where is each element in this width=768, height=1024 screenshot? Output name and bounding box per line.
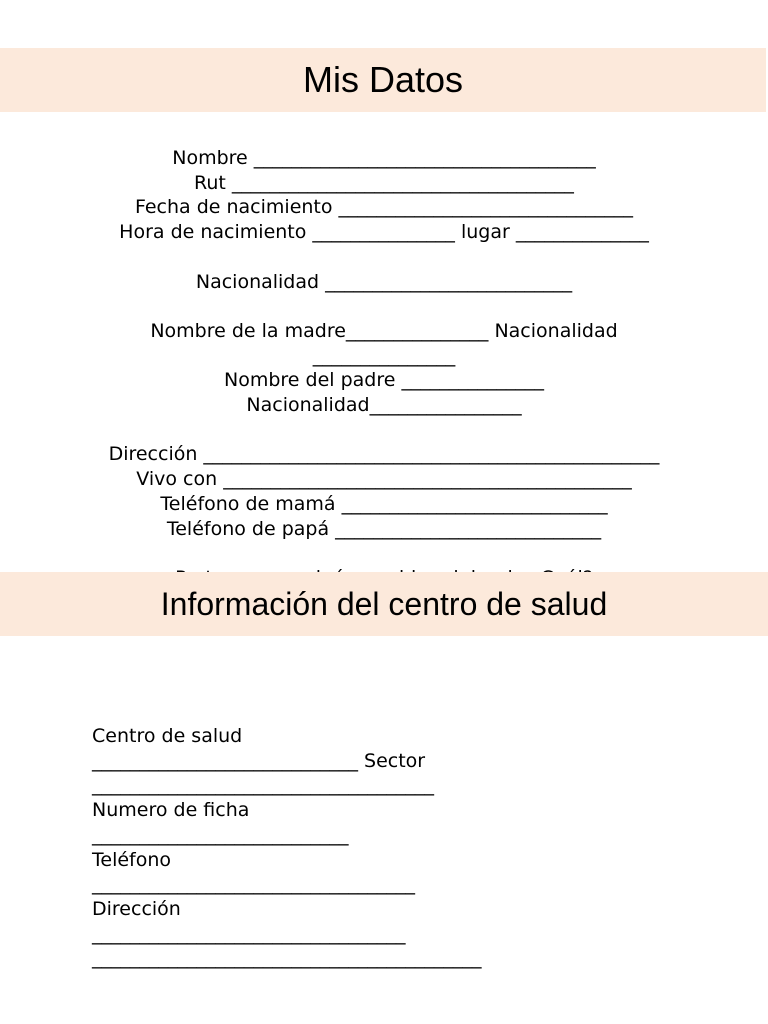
field-direccion-line-1: _________________________________: [92, 922, 406, 945]
label-numero-ficha: Numero de ficha: [92, 799, 250, 822]
field-telefono-mama: Teléfono de mamá ____________________________: [160, 492, 608, 515]
field-vivo-con: Vivo con ___________________________________________: [136, 468, 632, 491]
label-centro-salud: Centro de salud: [92, 725, 243, 747]
section-title: Información del centro de salud: [160, 585, 608, 622]
health-center-form: [92, 724, 692, 971]
field-nacionalidad: Nacionalidad __________________________: [195, 270, 573, 293]
label-direccion: Dirección: [92, 897, 181, 920]
section-header-centro-salud: [0, 572, 768, 636]
field-nombre-madre: Nombre de la madre_______________ Nacionalidad: [150, 319, 618, 342]
spacer: [0, 245, 768, 270]
field-numero-ficha: ___________________________: [92, 823, 349, 846]
field-sector-line: ____________________________________: [92, 774, 434, 797]
field-direccion-line-2: _________________________________________: [92, 947, 482, 970]
field-hora-lugar-nacimiento: Hora de nacimiento _______________ lugar ______________: [119, 221, 649, 244]
field-fecha-nacimiento: Fecha de nacimiento _______________________________: [134, 196, 634, 219]
field-centro-sector: ____________________________ Sector: [92, 749, 426, 772]
field-nombre: Nombre ____________________________________: [172, 147, 596, 169]
field-telefono: __________________________________: [92, 873, 415, 896]
spacer: [0, 418, 768, 443]
section-header-mis-datos: [0, 48, 766, 112]
field-nacionalidad-padre: Nacionalidad________________: [246, 394, 522, 416]
personal-data-form: [0, 146, 768, 572]
field-telefono-papa: Teléfono de papá ____________________________: [166, 517, 602, 540]
field-rut: Rut ____________________________________: [194, 171, 574, 194]
section-title: Mis Datos: [302, 59, 464, 100]
field-nacionalidad-madre: _______________: [312, 344, 456, 367]
spacer: [0, 541, 768, 566]
field-nombre-padre: Nombre del padre _______________: [224, 369, 544, 392]
label-telefono: Teléfono: [92, 848, 172, 871]
field-direccion: Dirección ________________________________________________: [108, 443, 660, 466]
spacer: [0, 294, 768, 319]
